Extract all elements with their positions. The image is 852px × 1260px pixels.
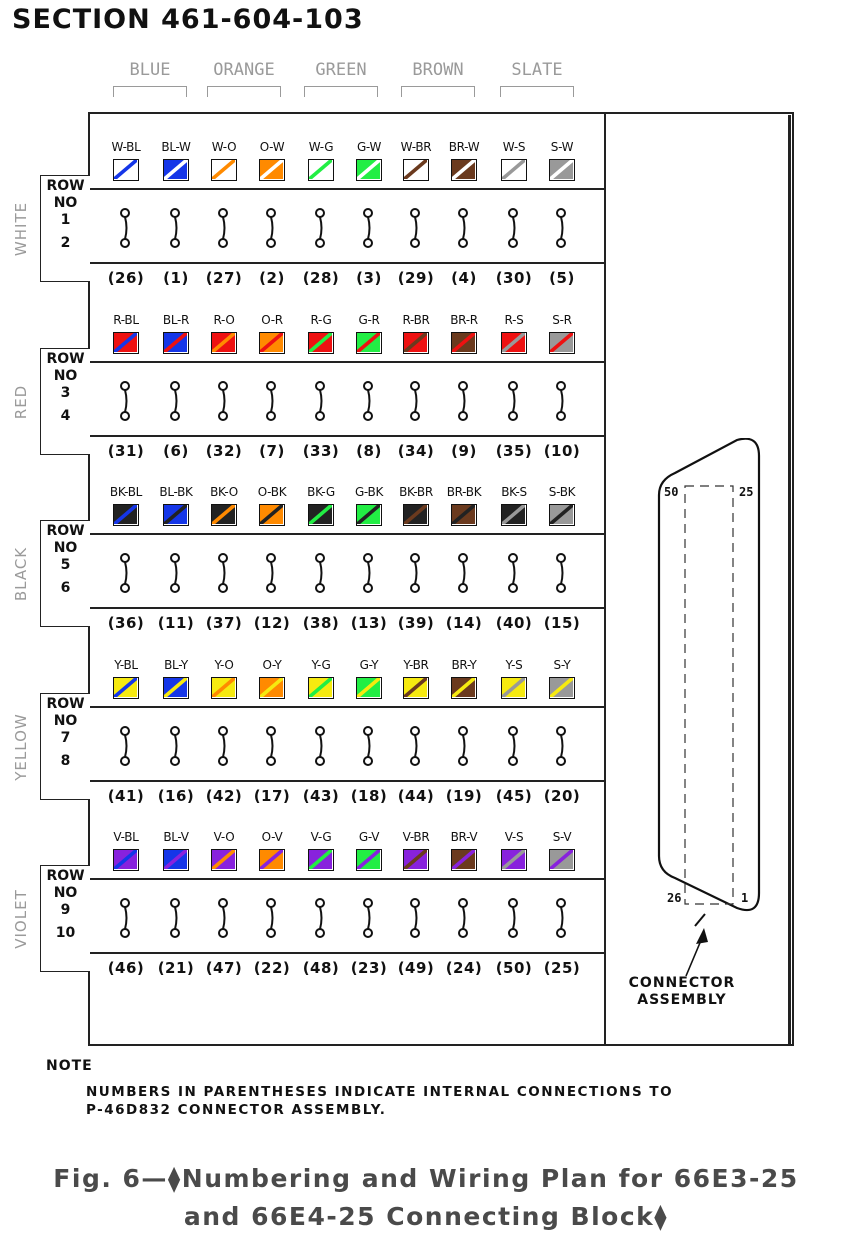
- connection-number: (26): [107, 269, 145, 287]
- pair-label: BL-V: [163, 830, 189, 844]
- pair-label: BL-W: [161, 140, 191, 154]
- pair-label: S-BK: [548, 485, 576, 499]
- quick-clip-terminal: [217, 553, 231, 593]
- quick-clip-terminal: [362, 553, 376, 593]
- quick-clip-terminal: [409, 898, 423, 938]
- row-number-label: [40, 175, 90, 282]
- quick-clip-terminal: [314, 726, 328, 766]
- row-number-label: [40, 693, 90, 800]
- block-edge: [788, 115, 791, 1046]
- color-swatch: [403, 677, 429, 699]
- connection-number: (27): [205, 269, 243, 287]
- quick-clip-terminal: [169, 553, 183, 593]
- connection-number: (9): [451, 441, 477, 460]
- connection-number: (15): [543, 614, 581, 632]
- pair-label: BL-Y: [164, 657, 188, 672]
- color-swatch: [451, 332, 477, 354]
- pair-label: Y-S: [505, 657, 523, 672]
- quick-clip-terminal: [169, 898, 183, 938]
- quick-clip-terminal: [555, 381, 569, 421]
- row-label-line: ROW: [46, 695, 85, 712]
- color-swatch: [356, 332, 382, 354]
- row-label-line: NO: [53, 885, 78, 901]
- pair-label: BR-R: [450, 312, 478, 327]
- quick-clip-terminal: [265, 381, 279, 421]
- quick-clip-terminal: [169, 726, 183, 766]
- color-swatch: [211, 849, 237, 871]
- pair-label: W-BL: [111, 140, 141, 154]
- row-line: [90, 878, 604, 880]
- pair-label: BL-BK: [159, 485, 193, 499]
- quick-clip-terminal: [555, 898, 569, 938]
- pair-label: R-S: [504, 312, 524, 327]
- connection-number: (43): [302, 786, 340, 805]
- pair-label: S-R: [552, 312, 572, 327]
- quick-clip-terminal: [409, 381, 423, 421]
- pair-label: Y-BL: [114, 657, 138, 672]
- row-label-line: NO: [53, 540, 78, 556]
- figure-caption: [0, 1160, 852, 1236]
- connection-number: (48): [302, 959, 340, 977]
- row-label-line: ROW: [46, 350, 85, 367]
- group-bracket: [113, 86, 187, 97]
- color-swatch: [163, 332, 189, 354]
- block-divider: [604, 112, 606, 1046]
- group-label: ORANGE: [213, 60, 275, 80]
- color-swatch: [501, 849, 527, 871]
- quick-clip-terminal: [119, 898, 133, 938]
- quick-clip-terminal: [457, 381, 471, 421]
- connection-number: (30): [495, 269, 533, 287]
- connection-number: (21): [157, 959, 195, 977]
- connection-number: (24): [445, 959, 483, 977]
- row-label-line: 6: [60, 580, 71, 596]
- pair-label: S-W: [550, 140, 574, 154]
- row-line: [90, 361, 604, 363]
- color-swatch: [163, 504, 189, 526]
- pair-label: O-W: [259, 140, 285, 154]
- row-label-line: 8: [60, 752, 71, 769]
- color-swatch: [113, 849, 139, 871]
- note-line-2: P-46D832 CONNECTOR ASSEMBLY.: [86, 1102, 387, 1118]
- connector-leader-arrow: [672, 920, 722, 980]
- quick-clip-terminal: [457, 898, 471, 938]
- connection-number: (19): [445, 786, 483, 805]
- color-swatch: [403, 332, 429, 354]
- pin-50-label: 50: [664, 485, 679, 499]
- row-color-name: BLACK: [12, 546, 30, 602]
- pair-label: R-O: [213, 312, 235, 327]
- row-line: [90, 188, 604, 190]
- connection-number: (5): [549, 269, 575, 287]
- pair-label: Y-O: [214, 657, 234, 672]
- pair-label: O-Y: [262, 657, 282, 672]
- row-line: [90, 780, 604, 782]
- connector-label-line1: CONNECTOR: [628, 975, 736, 991]
- pair-label: W-G: [308, 140, 334, 154]
- quick-clip-terminal: [507, 553, 521, 593]
- group-bracket: [500, 86, 574, 97]
- pair-label: BR-V: [450, 830, 478, 844]
- group-brown: [401, 60, 475, 80]
- row-label-line: 2: [60, 235, 71, 251]
- pair-label: BK-BL: [109, 485, 143, 499]
- row-label-line: 7: [60, 729, 71, 746]
- note-line-1: NUMBERS IN PARENTHESES INDICATE INTERNAL CONNECTIONS TO: [86, 1084, 674, 1100]
- row-label-line: NO: [53, 712, 78, 729]
- color-swatch: [501, 332, 527, 354]
- pair-label: O-V: [261, 830, 283, 844]
- quick-clip-terminal: [169, 208, 183, 248]
- color-swatch: [113, 332, 139, 354]
- connection-number: (39): [397, 614, 435, 632]
- pair-label: S-V: [552, 830, 572, 844]
- pair-label: G-R: [358, 312, 380, 327]
- group-label: BLUE: [129, 60, 171, 80]
- section-title: SECTION 461-604-103: [12, 4, 364, 35]
- row-label-line: ROW: [46, 178, 85, 194]
- quick-clip-terminal: [507, 898, 521, 938]
- color-swatch: [549, 677, 575, 699]
- color-swatch: [356, 504, 382, 526]
- row-line: [90, 533, 604, 535]
- quick-clip-terminal: [362, 726, 376, 766]
- connection-number: (1): [163, 269, 189, 287]
- connection-number: (50): [495, 959, 533, 977]
- pair-label: BK-S: [501, 485, 527, 499]
- row-number-label: [40, 520, 90, 627]
- quick-clip-terminal: [169, 381, 183, 421]
- pair-label: BR-Y: [451, 657, 477, 672]
- pair-label: R-BR: [402, 312, 430, 327]
- connection-number: (13): [350, 614, 388, 632]
- pair-label: O-R: [261, 312, 283, 327]
- color-swatch: [501, 159, 527, 181]
- quick-clip-terminal: [409, 208, 423, 248]
- pair-label: BL-R: [162, 312, 190, 327]
- color-swatch: [113, 677, 139, 699]
- quick-clip-terminal: [362, 898, 376, 938]
- connection-number: (28): [302, 269, 340, 287]
- color-swatch: [501, 677, 527, 699]
- color-swatch: [211, 504, 237, 526]
- connection-number: (2): [259, 269, 285, 287]
- color-swatch: [549, 849, 575, 871]
- connection-number: (34): [397, 441, 435, 460]
- row-number-label: [40, 865, 90, 972]
- connection-number: (29): [397, 269, 435, 287]
- color-swatch: [259, 849, 285, 871]
- connection-number: (17): [253, 786, 291, 805]
- quick-clip-terminal: [217, 726, 231, 766]
- group-blue: [113, 60, 187, 80]
- row-label-line: ROW: [46, 868, 85, 884]
- row-label-line: 9: [60, 902, 71, 918]
- connection-number: (35): [495, 441, 533, 460]
- connection-number: (49): [397, 959, 435, 977]
- note-text: [86, 1083, 726, 1119]
- connection-number: (44): [397, 786, 435, 805]
- pair-label: V-O: [213, 830, 235, 844]
- pair-label: BR-W: [448, 140, 480, 154]
- connector-label-line2: ASSEMBLY: [637, 992, 727, 1008]
- quick-clip-terminal: [265, 208, 279, 248]
- connector-assembly-drawing: [655, 438, 765, 928]
- color-swatch: [549, 504, 575, 526]
- row-label-line: NO: [53, 367, 78, 384]
- row-color-name: YELLOW: [12, 712, 30, 781]
- connection-number: (36): [107, 614, 145, 632]
- color-swatch: [308, 159, 334, 181]
- connection-number: (40): [495, 614, 533, 632]
- color-swatch: [259, 332, 285, 354]
- group-bracket: [401, 86, 475, 97]
- row-label-line: NO: [53, 195, 78, 211]
- connection-number: (41): [107, 786, 145, 805]
- quick-clip-terminal: [457, 208, 471, 248]
- quick-clip-terminal: [409, 553, 423, 593]
- color-swatch: [211, 332, 237, 354]
- row-line: [90, 435, 604, 437]
- pair-label: G-BK: [354, 485, 384, 499]
- pair-label: R-G: [310, 312, 332, 327]
- group-bracket: [304, 86, 378, 97]
- color-swatch: [403, 159, 429, 181]
- connection-number: (38): [302, 614, 340, 632]
- connection-number: (31): [107, 441, 145, 460]
- pair-label: V-BL: [113, 830, 139, 844]
- row-number-label: [40, 348, 90, 455]
- pair-label: Y-G: [311, 657, 331, 672]
- connection-number: (18): [350, 786, 388, 805]
- row-label-line: 3: [60, 384, 71, 401]
- pair-label: BK-BR: [399, 485, 433, 499]
- row-line: [90, 706, 604, 708]
- color-swatch: [259, 677, 285, 699]
- quick-clip-terminal: [362, 381, 376, 421]
- group-label: GREEN: [315, 60, 367, 80]
- pair-label: Y-BR: [403, 657, 429, 672]
- row-line: [90, 607, 604, 609]
- row-label-line: ROW: [46, 523, 85, 539]
- pair-label: BK-G: [307, 485, 335, 499]
- pair-label: W-S: [502, 140, 526, 154]
- pair-label: O-BK: [257, 485, 287, 499]
- pair-label: BR-BK: [446, 485, 482, 499]
- color-swatch: [451, 849, 477, 871]
- quick-clip-terminal: [507, 208, 521, 248]
- row-color-name: RED: [12, 384, 30, 419]
- quick-clip-terminal: [507, 381, 521, 421]
- row-label-line: 10: [55, 925, 76, 941]
- quick-clip-terminal: [119, 553, 133, 593]
- connection-number: (12): [253, 614, 291, 632]
- connection-number: (11): [157, 614, 195, 632]
- connection-number: (33): [302, 441, 340, 460]
- color-swatch: [549, 332, 575, 354]
- color-swatch: [356, 849, 382, 871]
- note-heading: NOTE: [46, 1058, 93, 1074]
- color-swatch: [451, 159, 477, 181]
- connection-number: (37): [205, 614, 243, 632]
- connection-number: (23): [350, 959, 388, 977]
- color-swatch: [308, 504, 334, 526]
- quick-clip-terminal: [457, 726, 471, 766]
- color-swatch: [451, 504, 477, 526]
- color-swatch: [113, 504, 139, 526]
- connection-number: (42): [205, 786, 243, 805]
- quick-clip-terminal: [555, 726, 569, 766]
- pair-label: W-O: [211, 140, 237, 154]
- quick-clip-terminal: [217, 898, 231, 938]
- connection-number: (7): [259, 441, 285, 460]
- connection-number: (20): [543, 786, 581, 805]
- pair-label: V-BR: [402, 830, 430, 844]
- color-swatch: [211, 159, 237, 181]
- color-swatch: [163, 677, 189, 699]
- connection-number: (25): [543, 959, 581, 977]
- caption-line-1: Fig. 6—⧫Numbering and Wiring Plan for 66E3-25: [53, 1164, 799, 1193]
- quick-clip-terminal: [314, 208, 328, 248]
- color-swatch: [356, 677, 382, 699]
- color-swatch: [549, 159, 575, 181]
- connection-number: (46): [107, 959, 145, 977]
- quick-clip-terminal: [217, 381, 231, 421]
- pair-label: R-BL: [113, 312, 139, 327]
- quick-clip-terminal: [362, 208, 376, 248]
- connection-number: (14): [445, 614, 483, 632]
- group-orange: [207, 60, 281, 80]
- color-swatch: [403, 504, 429, 526]
- row-color-name: VIOLET: [12, 889, 30, 949]
- quick-clip-terminal: [217, 208, 231, 248]
- pair-label: G-W: [356, 140, 382, 154]
- connection-number: (4): [451, 269, 477, 287]
- color-swatch: [451, 677, 477, 699]
- connection-number: (45): [495, 786, 533, 805]
- color-swatch: [308, 332, 334, 354]
- quick-clip-terminal: [265, 553, 279, 593]
- color-swatch: [259, 159, 285, 181]
- row-line: [90, 952, 604, 954]
- row-label-line: 4: [60, 407, 71, 424]
- connection-number: (22): [253, 959, 291, 977]
- connection-number: (32): [205, 441, 243, 460]
- pair-label: G-V: [358, 830, 380, 844]
- pair-label: S-Y: [553, 657, 571, 672]
- quick-clip-terminal: [265, 726, 279, 766]
- color-swatch: [356, 159, 382, 181]
- color-swatch: [113, 159, 139, 181]
- quick-clip-terminal: [409, 726, 423, 766]
- quick-clip-terminal: [119, 381, 133, 421]
- quick-clip-terminal: [457, 553, 471, 593]
- connection-number: (10): [543, 441, 581, 460]
- pair-label: V-G: [310, 830, 332, 844]
- connection-number: (47): [205, 959, 243, 977]
- row-line: [90, 262, 604, 264]
- pair-group-header: [0, 60, 852, 100]
- group-green: [304, 60, 378, 80]
- connection-number: (8): [356, 441, 382, 460]
- color-swatch: [163, 849, 189, 871]
- group-slate: [500, 60, 574, 80]
- quick-clip-terminal: [555, 208, 569, 248]
- row-label-line: 1: [60, 212, 71, 228]
- pair-label: V-S: [504, 830, 524, 844]
- quick-clip-terminal: [507, 726, 521, 766]
- pin-1-label: 1: [741, 891, 749, 905]
- connection-number: (6): [163, 441, 189, 460]
- color-swatch: [501, 504, 527, 526]
- group-label: BROWN: [412, 60, 464, 80]
- pin-25-label: 25: [739, 485, 754, 499]
- color-swatch: [163, 159, 189, 181]
- color-swatch: [308, 849, 334, 871]
- color-swatch: [308, 677, 334, 699]
- pair-label: G-Y: [359, 657, 379, 672]
- color-swatch: [259, 504, 285, 526]
- row-label-line: 5: [60, 557, 71, 573]
- pair-label: W-BR: [400, 140, 432, 154]
- quick-clip-terminal: [314, 381, 328, 421]
- connection-number: (16): [157, 786, 195, 805]
- quick-clip-terminal: [265, 898, 279, 938]
- quick-clip-terminal: [314, 898, 328, 938]
- group-bracket: [207, 86, 281, 97]
- quick-clip-terminal: [314, 553, 328, 593]
- pin-26-label: 26: [667, 891, 682, 905]
- quick-clip-terminal: [119, 726, 133, 766]
- caption-line-2: and 66E4-25 Connecting Block⧫: [183, 1202, 669, 1231]
- quick-clip-terminal: [119, 208, 133, 248]
- pair-label: BK-O: [210, 485, 238, 499]
- color-swatch: [211, 677, 237, 699]
- quick-clip-terminal: [555, 553, 569, 593]
- group-label: SLATE: [511, 60, 563, 80]
- color-swatch: [403, 849, 429, 871]
- connector-shell: [659, 439, 759, 910]
- connector-assembly-label: [612, 975, 752, 1009]
- connection-number: (3): [356, 269, 382, 287]
- row-color-name: WHITE: [12, 201, 30, 257]
